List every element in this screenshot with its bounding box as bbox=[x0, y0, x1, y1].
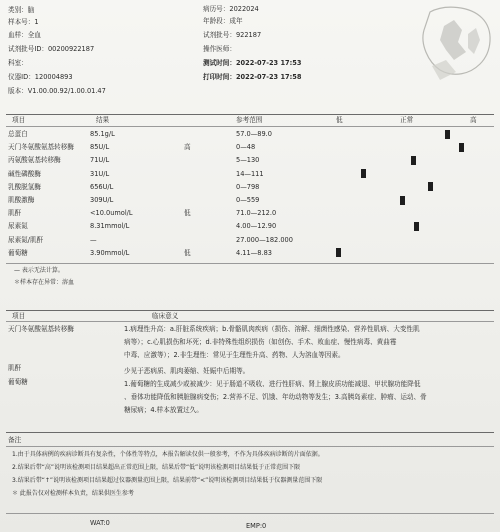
clinical-ast-line: 病等）；c.心肌损伤和坏死；d.非特殊性组织损伤（如创伤、手术、败血症、慢性病毒、黄曲霉 bbox=[124, 338, 397, 346]
result-flag: 高 bbox=[184, 143, 191, 152]
col-low-header: 低 bbox=[336, 116, 343, 124]
result-item-name: 肌酸激酶 bbox=[8, 196, 35, 204]
reagent-no: 试剂批号：922187 bbox=[203, 31, 262, 39]
clinical-ast-line: 中毒、应激等）；2.非生理性：常见于生理性升高、药物、人为溶血等因素。 bbox=[124, 351, 345, 359]
reagent-id: 试剂批号ID：00200922187 bbox=[8, 45, 95, 53]
result-value: 309U/L bbox=[90, 196, 114, 204]
footnote-abnormal: ＊样本存在异常：溶血 bbox=[14, 279, 75, 286]
result-value: 3.90mmol/L bbox=[90, 248, 130, 257]
footer-rule bbox=[6, 513, 494, 514]
footnote-no-calc: — 表示无法计算。 bbox=[14, 267, 64, 274]
result-value: <10.0umol/L bbox=[90, 209, 133, 218]
result-reference-range: 0—559 bbox=[236, 196, 260, 204]
col-normal-header: 正常 bbox=[400, 116, 414, 124]
notes-top-rule bbox=[6, 432, 494, 433]
sample-no: 样本号：1 bbox=[8, 18, 39, 26]
result-level-marker bbox=[336, 248, 341, 257]
clinical-glu-line: 1.葡萄糖的生成减少或被减少：见于肠道不吸收、进行性肝病、肾上腺皮质功能减退、甲状腺功能降低 bbox=[124, 380, 421, 388]
patient-name: 类别：脑 bbox=[8, 6, 35, 14]
table-bottom-rule bbox=[6, 263, 494, 264]
result-value: 656U/L bbox=[90, 182, 114, 191]
result-item-name: 葡萄糖 bbox=[8, 248, 28, 257]
result-value: — bbox=[90, 235, 97, 244]
result-reference-range: 4.00—12.90 bbox=[236, 222, 277, 231]
result-item-name: 天门冬氨酸氨基转移酶 bbox=[8, 143, 74, 152]
result-reference-range: 0—798 bbox=[236, 182, 260, 191]
result-level-marker bbox=[400, 196, 405, 205]
age-group: 年龄段：成年 bbox=[203, 17, 243, 25]
result-reference-range: 71.0—212.0 bbox=[236, 209, 277, 218]
result-flag: 低 bbox=[184, 248, 191, 257]
clinical-glu-name: 葡萄糖 bbox=[8, 378, 28, 386]
clinical-glu-line: 糖尿病；4.样本放置过久。 bbox=[124, 406, 203, 414]
department: 科室： bbox=[8, 59, 28, 67]
col-ref-header: 参考范围 bbox=[236, 116, 263, 124]
result-level-marker bbox=[459, 143, 464, 152]
clinical-header-rule bbox=[6, 321, 494, 322]
note-line: 3.结果后带“↑”说明该检测项目结果超过仪器测量范围上限，结果前带“<”说明该检测项目结果低于仪器测量范围下限 bbox=[12, 477, 323, 484]
clinical-item-header: 项目 bbox=[12, 312, 26, 320]
version: 版本：V1.00.00.92/1.00.01.47 bbox=[8, 87, 106, 95]
clinical-creat-line: 少见于恶病质、肌肉萎缩、妊娠中后期等。 bbox=[124, 367, 250, 375]
result-reference-range: 57.0—89.0 bbox=[236, 130, 272, 138]
sample-type: 血样：全血 bbox=[8, 31, 41, 39]
footer-wat: WAT:0 bbox=[90, 519, 110, 527]
clinic-logo-icon bbox=[410, 0, 500, 88]
notes-title: 备注 bbox=[8, 436, 22, 444]
clinical-ast-line: 1.病理性升高：a.肝脏系统疾病；b.骨骼肌肉疾病（损伤、溶解、细菌性感染、营养性肌病、大变性肌 bbox=[124, 325, 420, 333]
result-reference-range: 14—111 bbox=[236, 169, 264, 178]
result-value: 8.31mmol/L bbox=[90, 222, 130, 231]
table-header-rule bbox=[6, 126, 494, 127]
note-line: 1.由于具体病例的疾病诊断具有复杂性，个体性等特点，本报告解读仅供一般参考，不作为具体疾病诊断的片面依据。 bbox=[12, 451, 324, 458]
result-reference-range: 4.11—8.83 bbox=[236, 248, 272, 257]
result-item-name: 肌酐 bbox=[8, 209, 22, 218]
result-reference-range: 0—48 bbox=[236, 143, 256, 152]
result-level-marker bbox=[361, 169, 366, 178]
result-flag: 低 bbox=[184, 209, 191, 218]
result-level-marker bbox=[428, 182, 433, 191]
result-level-marker bbox=[414, 222, 419, 231]
record-no: 病历号：2022024 bbox=[203, 5, 259, 13]
clinical-creat-name: 肌酐 bbox=[8, 364, 22, 372]
note-line: 2.结果后带“高”说明该检测项目结果超出正常范围上限，结果后带“低”说明该检测项目结果低于正常范围下限 bbox=[12, 464, 301, 471]
instrument-id: 仪器ID：120004893 bbox=[8, 73, 73, 81]
result-item-name: 乳酸脱氢酶 bbox=[8, 182, 41, 191]
clinical-top-rule bbox=[6, 310, 494, 311]
operator: 操作医师： bbox=[203, 45, 236, 53]
notes-title-rule bbox=[6, 446, 494, 447]
col-result-header: 结果 bbox=[96, 116, 110, 124]
result-value: 31U/L bbox=[90, 169, 110, 178]
result-level-marker bbox=[445, 130, 450, 139]
result-item-name: 碱性磷酸酶 bbox=[8, 169, 41, 178]
table-top-rule bbox=[6, 114, 494, 115]
result-value: 71U/L bbox=[90, 156, 110, 165]
col-item-header: 项目 bbox=[12, 116, 26, 124]
print-time: 打印时间：2022-07-23 17:58 bbox=[203, 73, 302, 81]
test-time: 测试时间：2022-07-23 17:53 bbox=[203, 59, 302, 67]
result-reference-range: 5—130 bbox=[236, 156, 260, 165]
note-line: ＊ 此报告仅对检测样本负责，结果供医生参考 bbox=[12, 490, 134, 497]
clinical-meaning-header: 临床意义 bbox=[152, 312, 179, 320]
result-value: 85.1g/L bbox=[90, 130, 115, 138]
footer-emp: EMP:0 bbox=[246, 522, 267, 530]
clinical-glu-line: 、垂体功能降低和胰脏腺病变伤；2.营养不足、饥饿、年幼动物等发生；3.高胰岛素症、肿瘤、运动、骨 bbox=[124, 393, 427, 401]
result-value: 85U/L bbox=[90, 143, 110, 152]
result-reference-range: 27.000—182.000 bbox=[236, 235, 293, 244]
clinical-ast-name: 天门冬氨酸氨基转移酶 bbox=[8, 325, 74, 333]
result-item-name: 尿素氮/肌酐 bbox=[8, 235, 44, 244]
result-level-marker bbox=[411, 156, 416, 165]
result-item-name: 丙氨酸氨基转移酶 bbox=[8, 156, 61, 165]
result-item-name: 总蛋白 bbox=[8, 130, 28, 138]
col-high-header: 高 bbox=[470, 116, 477, 124]
result-item-name: 尿素氮 bbox=[8, 222, 28, 231]
